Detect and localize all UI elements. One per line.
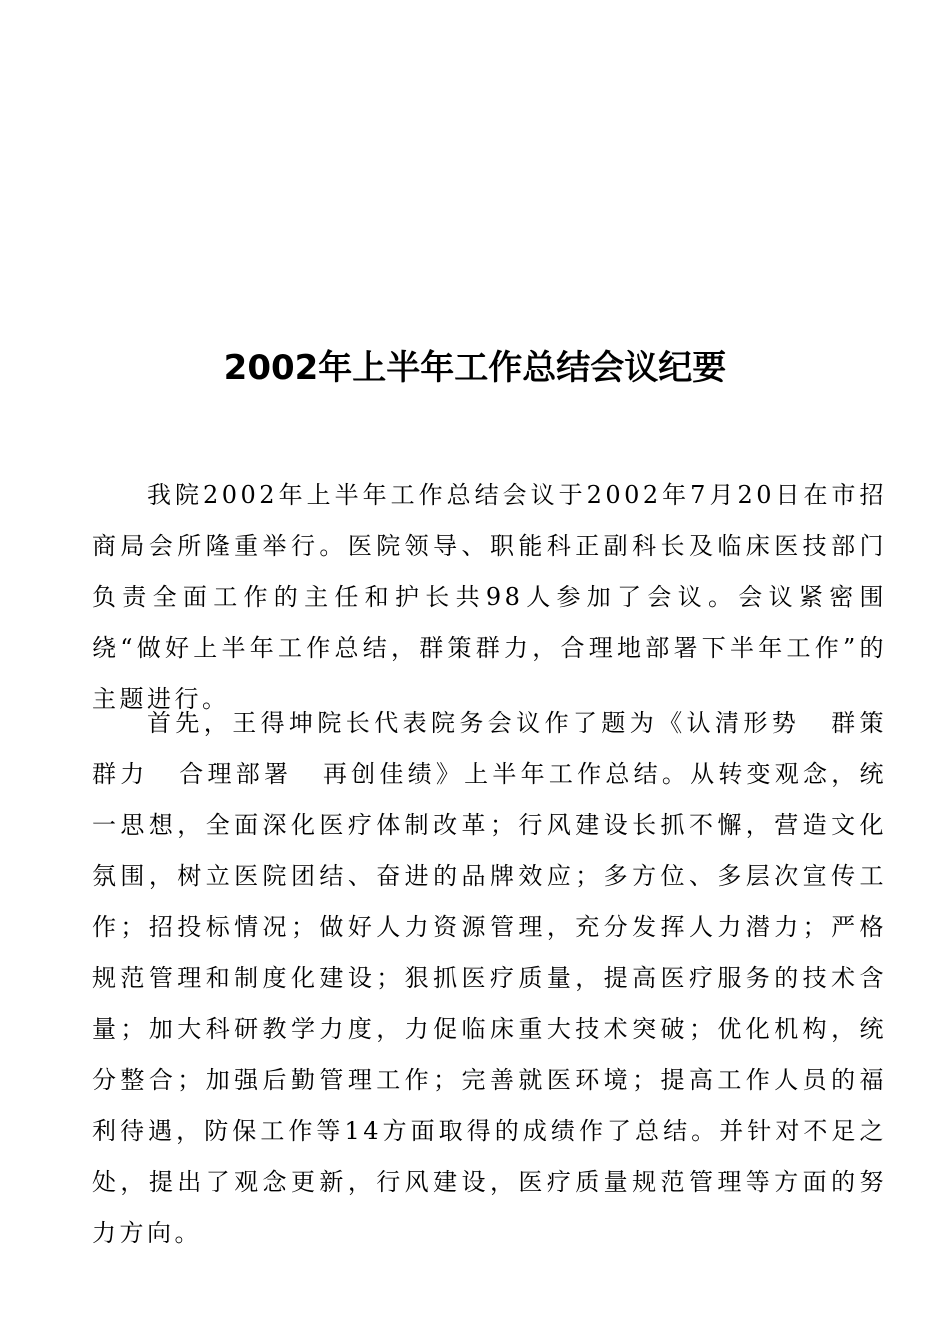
summary-text-part3: 合理部署 (178, 760, 293, 788)
paragraph-work-summary (92, 698, 887, 1259)
paragraph-meeting-overview: 我院2002年上半年工作总结会议于2002年7月20日在市招商局会所隆重举行。医院领导、职能科正副科长及临床医技部门负责全面工作的主任和护长共98人参加了会议。会议紧密围绕“做好上半年工作总结，群策群力，合理地部署下半年工作”的主题进行。 (92, 481, 887, 713)
summary-text-part4: 再创佳绩》上半年工作总结。从转变观念，统一思想，全面深化医疗体制改革；行风建设长抓不懈，营造文化氛围，树立医院团结、奋进的品牌效应；多方位、多层次宣传工作；招投标情况；做好人力资源管理，充分发挥人力潜力；严格规范管理和制度化建设；狠抓医疗质量，提高医疗服务的技术含量；加大科研教学力度，力促临床重大技术突破；优化机构，统分整合；加强后勤管理工作；完善就医环境；提高工作人员的福利待遇，防保工作等14方面取得的成绩作了总结。并针对不足之处，提出了观念更新，行风建设，医疗质量规范管理等方面的努力方向。 (92, 760, 888, 1247)
summary-text-part1: 首先，王得坤院长代表院务会议作了题为《认清形势 (147, 709, 801, 737)
summary-text-part2: 群策群力 (92, 709, 888, 788)
document-title: 2002年上半年工作总结会议纪要 (223, 348, 727, 388)
